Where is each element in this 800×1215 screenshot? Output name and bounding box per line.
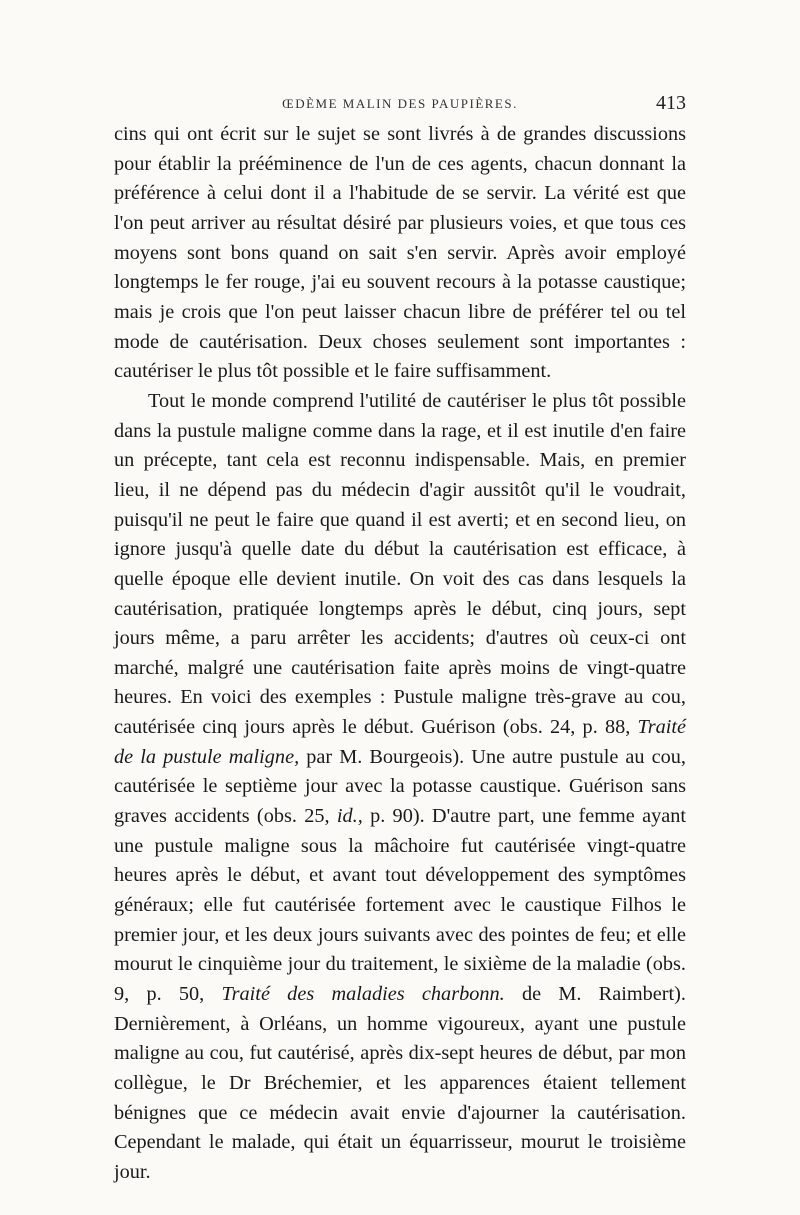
text-segment: Tout le monde comprend l'utilité de cautériser le plus tôt possible dans la pustule maligne comme dans la rage, et il est inutile d'en faire un précepte, tant cela est reconnu indispensable. Mais, en premier lieu, il ne dépend pas du médecin d'agir aussitôt qu'il le voudrait, puisqu'il ne peut le faire que quand il est averti; et en second lieu, on ignore jusqu'à quelle date du début la cautérisation est efficace, à quelle époque elle devient inutile. On voit des cas dans lesquels la cautérisation, pratiquée longtemps après le début, cinq jours, sept jours même, a paru arrêter les accidents; d'autres où ceux-ci ont marché, malgré une cautérisation faite après moins de vingt-quatre heures. En voici des exemples : Pustule maligne très-grave au cou, cautérisée cinq jours après le début. Guérison (obs. 24, p. 88, [114,389,686,739]
italic-title: Traité de la pustule maligne, [114,716,686,768]
paragraph-cauterization [114,387,686,1188]
italic-abbrev: id., [336,805,363,828]
body-text [114,120,686,1188]
text-segment: par M. Bourgeois). Une autre pustule au cou, cautérisée le septième jour avec la potasse caustique. Guérison sans graves accidents (obs. 25, [114,745,686,828]
page-number: 413 [656,92,686,114]
text-segment: de M. Raimbert). Dernièrement, à Orléans, un homme vigoureux, ayant une pustule maligne au cou, fut cautérisé, après dix-sept heures de début, par mon collègue, le Dr Bréchemier, et les apparences étaient tellement bénignes que ce médecin avait envie d'ajourner la cautérisation. Cependant le malade, qui était un équarrisseur, mourut le troisième jour. [114,983,686,1183]
book-page [114,92,686,1188]
italic-title: Traité des maladies charbonn. [221,983,505,1006]
text-segment: p. 90). D'autre part, une femme ayant une pustule maligne sous la mâchoire fut cautérisée vingt-quatre heures après le début, et avant tout développement des symptômes généraux; elle fut cautérisée fortement avec le caustique Filhos le premier jour, et les deux jours suivants avec des pointes de feu; et elle mourut le cinquième jour du traitement, le sixième de la maladie (obs. 9, p. 50, [114,805,686,1006]
running-title: ŒDÈME MALIN DES PAUPIÈRES. [282,96,518,111]
paragraph-continued: cins qui ont écrit sur le sujet se sont livrés à de grandes discussions pour établir la prééminence de l'un de ces agents, chacun donnant la préférence à celui dont il a l'habitude de se servir. La vérité est que l'on peut arriver au résultat désiré par plusieurs voies, et que tous ces moyens sont bons quand on sait s'en servir. Après avoir employé longtemps le fer rouge, j'ai eu souvent recours à la potasse caustique; mais je crois que l'on peut laisser chacun libre de préférer tel ou tel mode de cautérisation. Deux choses seulement sont importantes : cautériser le plus tôt possible et le faire suffisamment. [114,123,686,383]
page-header [114,92,686,120]
